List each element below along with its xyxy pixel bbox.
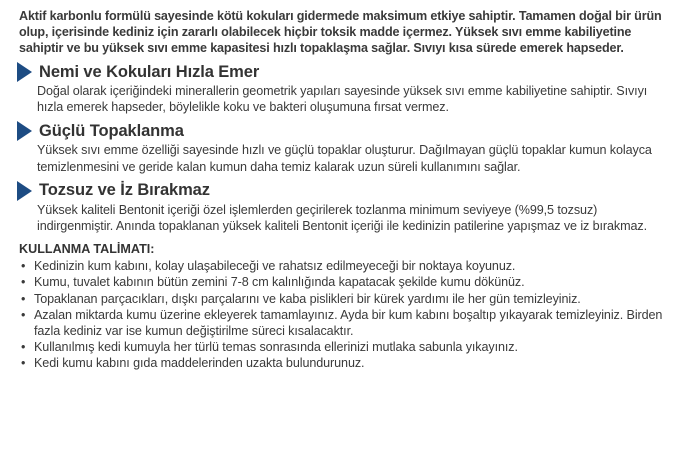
section-strong-clumping	[19, 120, 672, 174]
bullet-icon: •	[21, 259, 26, 274]
section-title: Nemi ve Kokuları Hızla Emer	[39, 62, 260, 81]
bullet-icon: •	[21, 356, 26, 371]
section-dust-free	[19, 180, 672, 234]
instruction-item: • Kedinizin kum kabını, kolay ulaşabileceği ve rahatsız edilmeyeceği bir noktaya koyunuz.	[21, 259, 516, 274]
section-header	[19, 120, 672, 142]
bullet-icon: •	[21, 275, 26, 290]
instruction-item: • Kullanılmış kedi kumuyla her türlü temas sonrasında ellerinizi mutlaka sabunla yıkayınız.	[21, 340, 518, 355]
instruction-item: • Kedi kumu kabını gıda maddelerinden uzakta bulundurunuz.	[21, 356, 365, 371]
triangle-bullet-icon	[17, 121, 32, 141]
bullet-icon: •	[21, 340, 26, 355]
section-title: Tozsuz ve İz Bırakmaz	[39, 181, 210, 200]
section-header	[19, 180, 672, 202]
section-body: Doğal olarak içeriğindeki minerallerin geometrik yapıları sayesinde yüksek sıvı emme kabiliyetine sahiptir. Sıvıyı hızla emerek hapseder, böylelikle koku ve bakteri oluşumuna fırsat vermez.	[37, 84, 648, 115]
triangle-bullet-icon	[17, 62, 32, 82]
triangle-bullet-icon	[17, 181, 32, 201]
instruction-item: • Azalan miktarda kumu üzerine ekleyerek tamamlayınız. Ayda bir kum kabını boşaltıp yıkayarak temizleyiniz. Birden fazla kediniz var ise kumun değiştirilme süreci kısalacaktır.	[21, 307, 663, 339]
section-absorbs-moisture	[19, 61, 672, 115]
instruction-item: • Kumu, tuvalet kabının bütün zemini 7-8 cm kalınlığında kapatacak şekilde kumu dökünüz.	[21, 275, 525, 290]
instructions-title: KULLANMA TALİMATI:	[19, 242, 155, 257]
bullet-icon: •	[21, 307, 26, 322]
section-body: Yüksek kaliteli Bentonit içeriği özel işlemlerden geçirilerek tozlanma minimum seviyeye (%99,5 tozsuz) indirgenmiştir. Anında topaklanan yüksek kaliteli Bentonit içeriği ile kedinizin patilerine yapışmaz ve iz bırakmaz.	[37, 202, 648, 234]
section-title: Güçlü Topaklanma	[39, 121, 184, 140]
instruction-item: • Topaklanan parçacıkları, dışkı parçalarını ve kaba pislikleri bir kürek yardımı ile her gün temizleyiniz.	[21, 291, 581, 306]
intro-paragraph: Aktif karbonlu formülü sayesinde kötü kokuları gidermede maksimum etkiye sahiptir. Tamamen doğal bir ürün olup, içerisinde kediniz için zararlı olabilecek hiçbir toksik madde içermez. Yüksek sıvı emme kabiliyetine sahiptir ve bu yüksek sıvı emme kapasitesi hızlı topaklaşma sağlar. Sıvıyı kısa sürede emerek hapseder.	[19, 9, 662, 55]
bullet-icon: •	[21, 291, 26, 306]
instructions-list	[19, 258, 672, 371]
section-body: Yüksek sıvı emme özelliği sayesinde hızlı ve güçlü topaklar oluşturur. Dağılmayan güçlü topaklar kumun kolayca temizlenmesini ve geride kalan kumun daha temiz kalarak uzun süreli kullanımını sağlar.	[37, 143, 652, 174]
section-header	[19, 61, 672, 83]
